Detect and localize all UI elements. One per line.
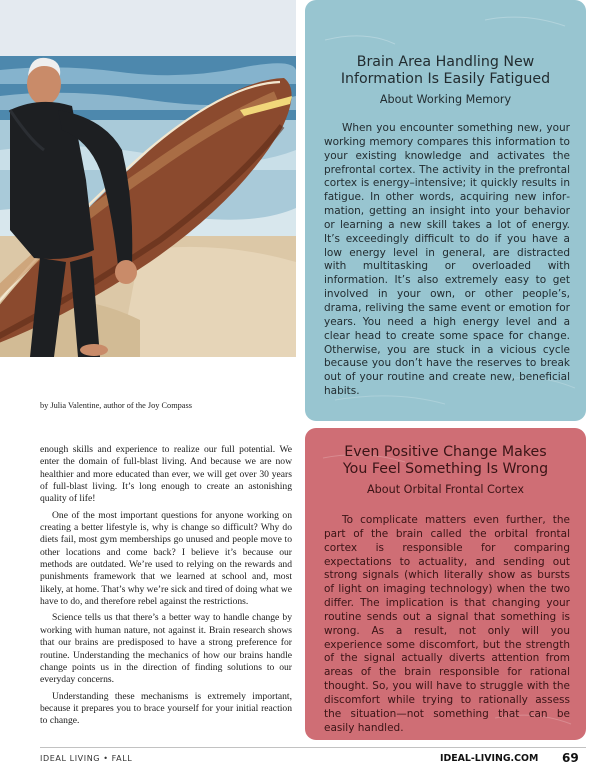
footer-publication: IDEAL LIVING • FALL <box>40 754 133 763</box>
article-paragraph: Science tells us that there’s a better way to handle change by working with human nature, not against it. Brain research shows that our brains are predisposed to have a strong preference for routine. Understanding the mechanics of how our brains handle change points us in the direction of finding solutions to our everyday concerns. <box>40 612 292 686</box>
footer-divider <box>40 747 586 748</box>
surfer-photo <box>0 0 296 357</box>
box-title <box>315 444 576 478</box>
box-subtitle: About Working Memory <box>379 93 512 106</box>
article-paragraph: One of the most important questions for anyone working on creating a better lifestyle is, why is change so difficult? Why do diets fail, most gym memberships go unused and people move to other locations and come back? I believe it’s because our methods are outdated. We’re used to relying on the rewards and punishments framework that we learned at school and, most likely, at home. That’s why we’re sick and tired of doing what we have to do, and therefore rebel against the restrictions. <box>40 509 292 608</box>
orbital-frontal-box <box>305 428 586 740</box>
article-paragraph: Understanding these mechanisms is extremely important, because it prepares you to brace yourself for your initial reaction to change. <box>40 690 292 727</box>
box-title-line: Information Is Easily Fatigued <box>340 71 551 87</box>
page-number: 69 <box>562 751 579 765</box>
box-subtitle: About Orbital Frontal Cortex <box>367 483 524 496</box>
box-title <box>315 54 576 88</box>
box-body-text: When you encounter something new, your working memory compares this information to your existing knowledge and activates the prefrontal cortex. The activity in the prefrontal cortex is energy–intensive; it quickly results in fatigue. In other words, acquiring new information, getting an insight into your behavior or learning a new skill takes a lot of energy. It’s exceedingly difficult to do if you have a low energy level in general, are distracted with multitasking or overloaded with information. It’s also extremely easy to get involved in your own, or other people’s, drama, reliving the same event or emotion for years. You need a high energy level and a clear head to create some space for change. Otherwise, you are stuck in a vicious cycle because you don’t have the reserves to break out of your routine and create new, beneficial habits. <box>324 122 570 398</box>
article-paragraph: enough skills and experience to realize our full potential. We enter the domain of full-blast living. And because we are now healthier and more educated than ever, we will get over 30 years of full-blast living. It’s long enough to create an astonishing quality of life! <box>40 444 292 505</box>
photo-caption: by Julia Valentine, author of the Joy Compass <box>40 401 192 410</box>
working-memory-box <box>305 0 586 421</box>
footer-website: IDEAL-LIVING.COM <box>440 753 539 764</box>
article-body <box>40 444 292 728</box>
box-title-line: Brain Area Handling New <box>356 54 535 70</box>
box-body-text: To complicate matters even further, the part of the brain called the orbital frontal cortex is responsible for comparing expectations to actuality, and sending out strong signals (which literally show as bursts of light on imaging technology) when the two differ. The implication is that changing your routine sends out a signal that something is wrong. As a result, not only will you experience some discomfort, but the strength of the signal actually diverts attention from areas of the brain responsible for rational thought. So, you will have to struggle with the discomfort while trying to rationally assess the situation—not something that can be easily handled. <box>324 514 570 734</box>
box-title-line: You Feel Something Is Wrong <box>342 461 549 477</box>
surfer-illustration <box>0 0 296 357</box>
box-title-line: Even Positive Change Makes <box>344 444 547 460</box>
